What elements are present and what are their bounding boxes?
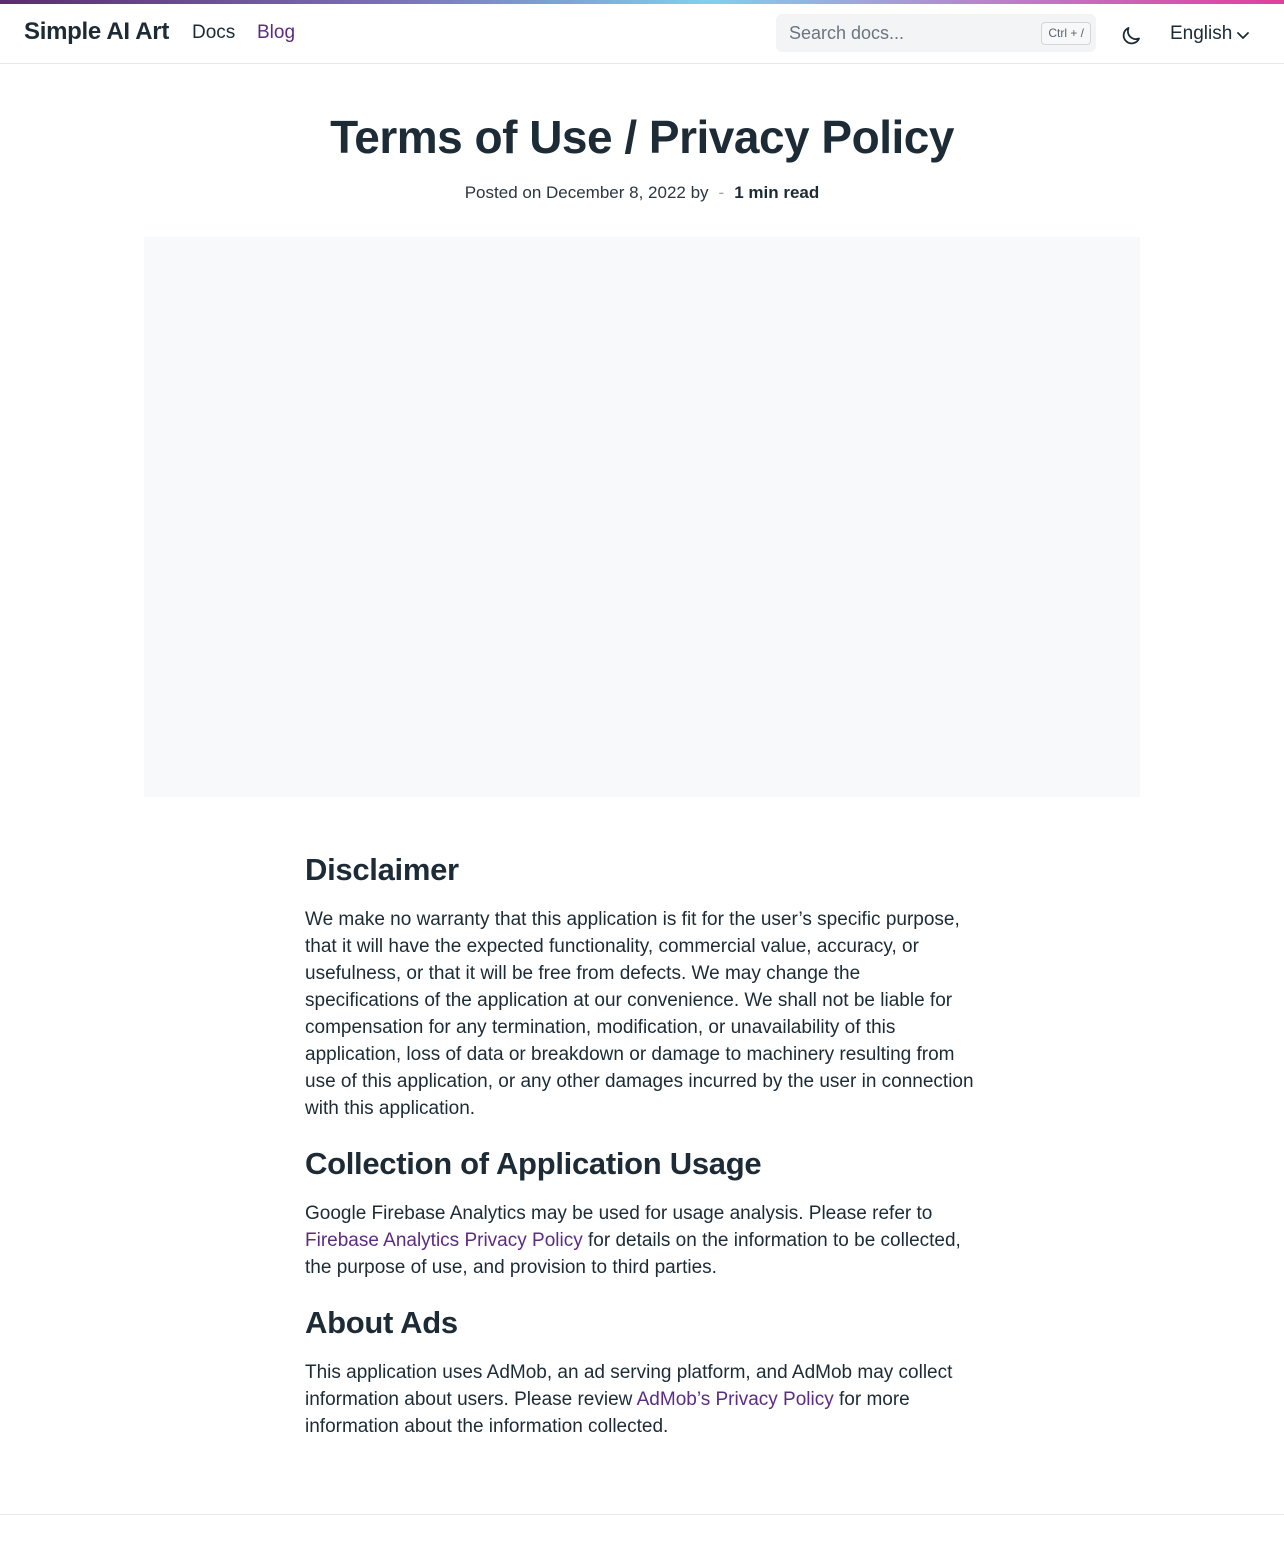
usage-heading: Collection of Application Usage xyxy=(305,1146,762,1181)
usage-text-before: Google Firebase Analytics may be used for usage analysis. Please refer to xyxy=(305,1203,933,1224)
ads-text-before: This application uses AdMob, an ad serving platform, and AdMob may collect information about users. Please review xyxy=(305,1362,953,1410)
moon-icon xyxy=(1119,24,1143,48)
search-input[interactable] xyxy=(789,23,1039,44)
usage-text xyxy=(305,1200,977,1281)
disclaimer-section xyxy=(305,850,977,1122)
navbar xyxy=(0,4,1284,64)
brand-logo[interactable]: Simple AI Art xyxy=(24,18,170,45)
firebase-privacy-link[interactable]: Firebase Analytics Privacy Policy xyxy=(305,1230,583,1251)
ads-section xyxy=(305,1303,977,1440)
article-body xyxy=(305,850,977,1462)
meta-separator: - xyxy=(718,183,725,202)
usage-section xyxy=(305,1144,977,1281)
language-selector[interactable] xyxy=(1170,23,1250,45)
posted-on-text: Posted on December 8, 2022 by xyxy=(464,183,709,202)
nav-blog-link[interactable]: Blog xyxy=(257,22,296,43)
disclaimer-heading: Disclaimer xyxy=(305,852,459,887)
search-shortcut-badge: Ctrl + / xyxy=(1041,22,1091,45)
usage-text-after: for details on the information to be collected, the purpose of use, and provision to third parties. xyxy=(305,1230,961,1278)
theme-toggle-button[interactable] xyxy=(1119,24,1143,48)
search-box[interactable] xyxy=(776,14,1096,52)
chevron-down-icon xyxy=(1236,28,1250,42)
ads-text-after: for more information about the information collected. xyxy=(305,1389,910,1437)
admob-privacy-link[interactable]: AdMob’s Privacy Policy xyxy=(636,1389,834,1410)
post-meta xyxy=(0,183,1284,203)
page-title: Terms of Use / Privacy Policy xyxy=(330,111,954,163)
ads-text xyxy=(305,1359,977,1440)
footer-divider xyxy=(0,1514,1284,1515)
nav-docs-link[interactable]: Docs xyxy=(192,22,236,43)
ads-heading: About Ads xyxy=(305,1305,458,1340)
read-time: 1 min read xyxy=(734,183,820,202)
language-label: English xyxy=(1170,23,1233,44)
disclaimer-text: We make no warranty that this application is fit for the user’s specific purpose, that it will have the expected functionality, commercial value, accuracy, or usefulness, or that it will be free from defects. We may change the specifications of the application at our convenience. We shall not be liable for compensation for any termination, modification, or unavailability of this application, loss of data or breakdown or damage to machinery resulting from use of this application, or any other damages incurred by the user in connection with this application. xyxy=(305,909,974,1119)
hero-image-placeholder xyxy=(144,237,1140,797)
